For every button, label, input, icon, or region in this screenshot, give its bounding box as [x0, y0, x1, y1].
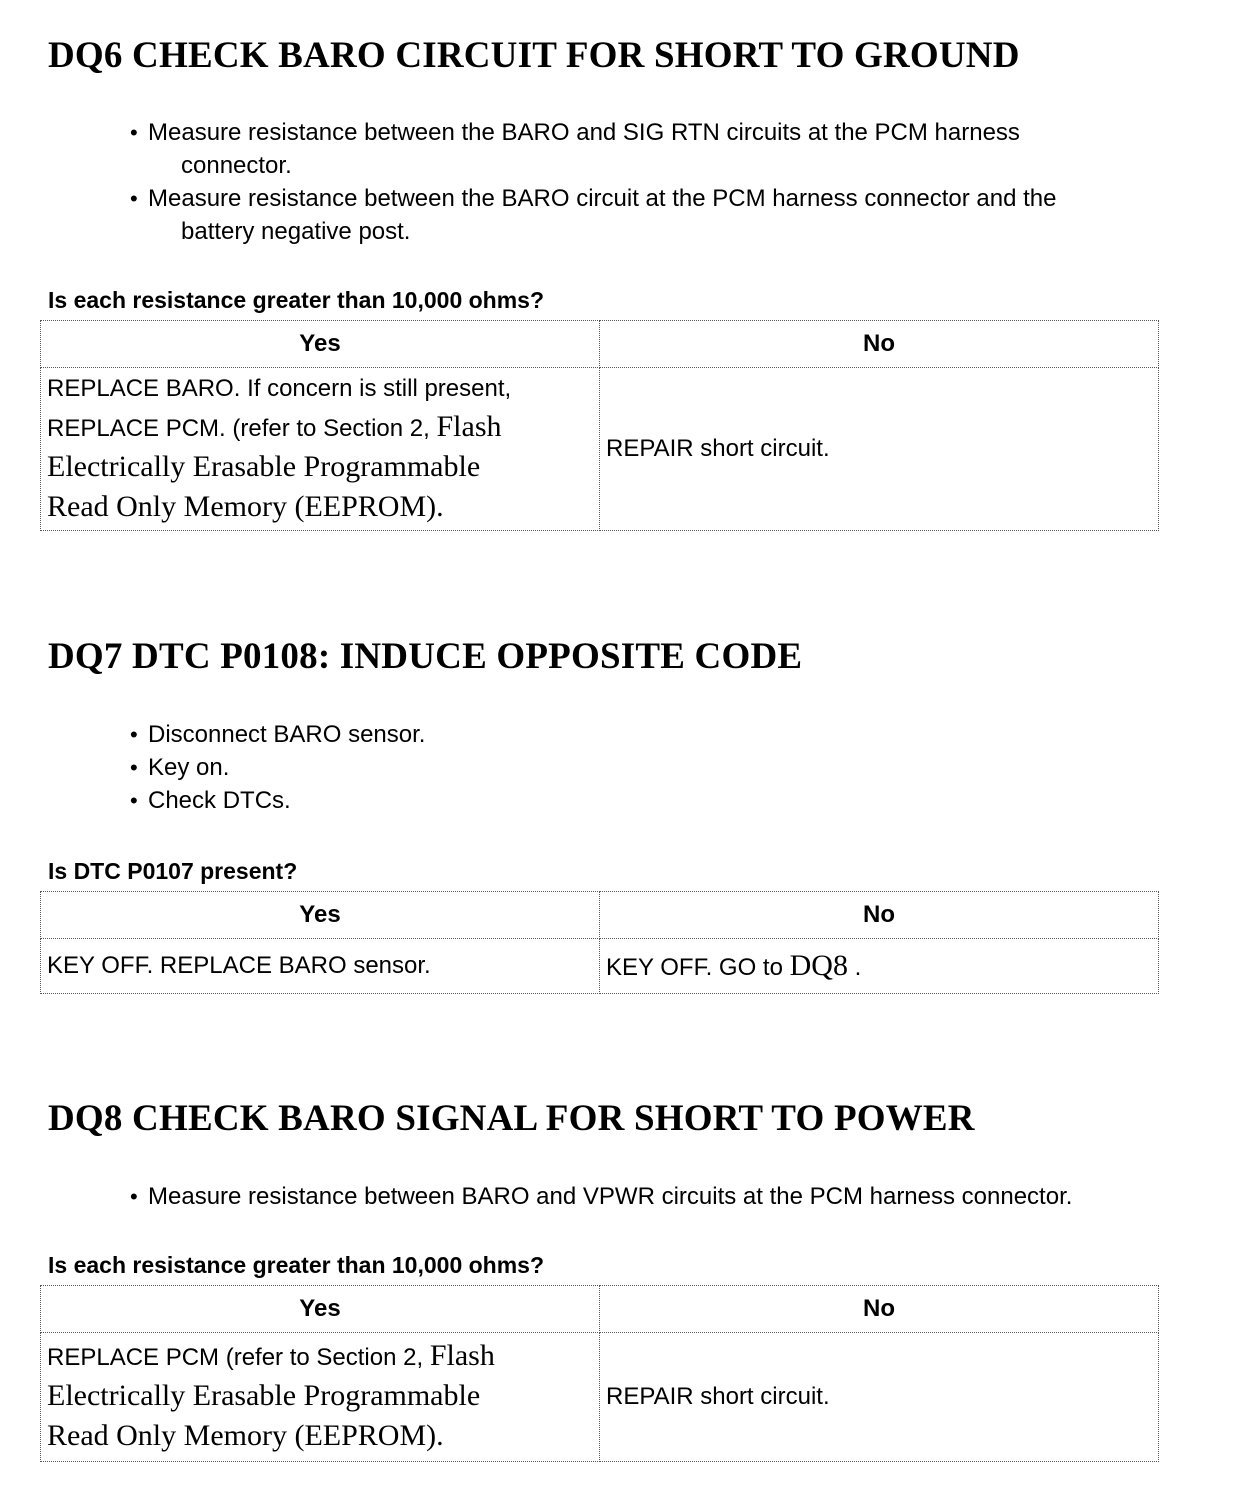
step-list [130, 1180, 1072, 1213]
step-text: Measure resistance between the BARO circuit at the PCM harness connector and the [148, 185, 1057, 212]
no-header: No [600, 892, 1159, 939]
table-row [41, 368, 1159, 531]
table-row [41, 1333, 1159, 1462]
table-header-row [41, 1286, 1159, 1333]
question: Is each resistance greater than 10,000 ohms? [48, 1252, 545, 1278]
yes-header: Yes [41, 321, 600, 368]
step-text: Disconnect BARO sensor. [148, 721, 426, 748]
no-cell: REPAIR short circuit. [600, 1333, 1159, 1462]
section-title: DQ8 CHECK BARO SIGNAL FOR SHORT TO POWER [48, 1098, 975, 1139]
dq8-link[interactable]: DQ8 [789, 949, 848, 982]
step-item [130, 182, 1056, 248]
yes-header: Yes [41, 1286, 600, 1333]
yes-header: Yes [41, 892, 600, 939]
no-header: No [600, 1286, 1159, 1333]
table-header-row [41, 321, 1159, 368]
step-item [130, 116, 1056, 182]
bullet-icon: • [130, 788, 138, 813]
no-header: No [600, 321, 1159, 368]
step-text: Check DTCs. [148, 787, 291, 814]
answer-table [40, 320, 1159, 531]
step-list [130, 116, 1056, 248]
yes-text: REPLACE PCM. (refer to Section 2, [47, 415, 437, 442]
step-item [130, 718, 425, 751]
no-cell [600, 939, 1159, 994]
answer-table [40, 891, 1159, 994]
flash-eeprom-link[interactable]: Flash Electrically Erasable Programmable Read Only Memory (EEPROM). [47, 1339, 495, 1452]
question: Is each resistance greater than 10,000 ohms? [48, 287, 545, 313]
section-title: DQ6 CHECK BARO CIRCUIT FOR SHORT TO GROUND [48, 35, 1020, 76]
step-item [130, 784, 425, 817]
no-text-suffix: . [847, 954, 862, 981]
yes-cell: KEY OFF. REPLACE BARO sensor. [41, 939, 600, 994]
step-text-continued: battery negative post. [181, 218, 411, 245]
no-cell: REPAIR short circuit. [600, 368, 1159, 531]
bullet-icon: • [130, 120, 138, 145]
bullet-icon: • [130, 1184, 138, 1209]
table-row [41, 939, 1159, 994]
step-item [130, 1180, 1072, 1213]
yes-text: REPLACE BARO. If concern is still present, [47, 375, 512, 402]
flash-eeprom-link[interactable]: Flash Electrically Erasable Programmable Read Only Memory (EEPROM). [47, 410, 502, 523]
step-list [130, 718, 425, 817]
step-text: Measure resistance between the BARO and SIG RTN circuits at the PCM harness [148, 119, 1020, 146]
question: Is DTC P0107 present? [48, 858, 298, 884]
bullet-icon: • [130, 186, 138, 211]
answer-table [40, 1285, 1159, 1462]
table-header-row [41, 892, 1159, 939]
no-text: KEY OFF. GO to [606, 954, 790, 981]
yes-text: REPLACE PCM (refer to Section 2, [47, 1344, 430, 1371]
step-item [130, 751, 425, 784]
step-text-continued: connector. [181, 152, 292, 179]
step-text: Key on. [148, 754, 230, 781]
yes-cell [41, 368, 600, 531]
section-title: DQ7 DTC P0108: INDUCE OPPOSITE CODE [48, 636, 803, 677]
bullet-icon: • [130, 755, 138, 780]
yes-cell [41, 1333, 600, 1462]
bullet-icon: • [130, 722, 138, 747]
step-text: Measure resistance between BARO and VPWR circuits at the PCM harness connector. [148, 1183, 1073, 1210]
